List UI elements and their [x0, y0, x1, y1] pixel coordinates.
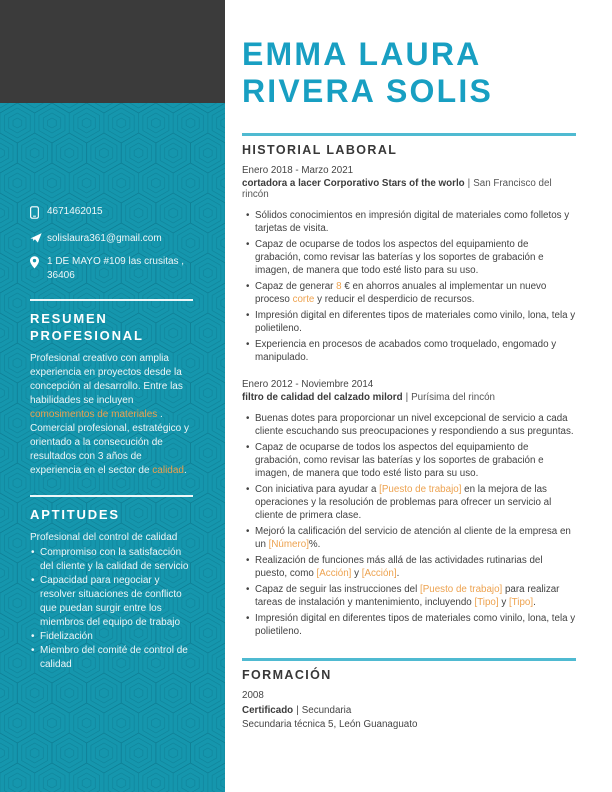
job-bullet — [255, 338, 576, 364]
job-bullets — [242, 412, 576, 638]
highlighted-text: [Tipo] — [508, 597, 534, 609]
text-segment: Impresión digital en diferentes tipos de materiales como vinilo, lona, tela y polietileno. — [255, 613, 576, 638]
education-year: 2008 — [242, 690, 264, 702]
resumen-title: RESUMEN PROFESIONAL — [30, 311, 144, 343]
education-entry — [242, 689, 576, 732]
highlighted-text: corte — [292, 294, 315, 306]
text-segment: Experiencia en procesos de acabados como troquelado, engomado y manipulado. — [255, 339, 557, 364]
contact-value: 1 DE MAYO #109 las crusitas , 36406 — [47, 256, 185, 281]
job-role: cortadora a lacer Corporativo Stars of the worlo — [242, 178, 465, 189]
contact-value: 4671462015 — [47, 206, 103, 217]
sidebar — [0, 0, 225, 792]
candidate-name — [242, 36, 576, 110]
text-segment: y — [498, 597, 509, 609]
job-entry — [242, 165, 576, 364]
highlighted-text: 8 — [336, 281, 342, 293]
sidebar-content — [30, 205, 195, 672]
text-segment: Capaz de ocuparse de todos los aspectos del equipamiento de grabación, como revisar las baterías y los soportes de grabación e imagen, de manera que todo esté listo para su uso. — [255, 442, 544, 480]
text-segment: Profesional creativo con amplia experiencia en proyectos desde la concepción al desarrollo. Entre las habilidades se incluyen — [30, 352, 183, 406]
job-bullet — [255, 525, 576, 551]
job-role: filtro de calidad del calzado milord — [242, 392, 403, 404]
job-bullet — [255, 583, 576, 609]
job-dates: Enero 2018 - Marzo 2021 — [242, 165, 354, 176]
education-separator: | — [296, 704, 299, 716]
text-segment: Realización de funciones más allá de las actividades rutinarias del puesto, como — [255, 555, 543, 580]
text-segment: Buenas dotes para proporcionar un nivel excepcional de servicio a cada cliente escuchando sus preocupaciones y respondiendo a sus preguntas. — [255, 413, 574, 438]
aptitudes-list — [30, 546, 195, 672]
job-separator: | — [405, 392, 409, 404]
historial-title: HISTORIAL LABORAL — [242, 143, 398, 157]
education-degree: Certificado — [242, 704, 294, 716]
job-bullet — [255, 612, 576, 638]
highlighted-text: [Número] — [268, 539, 309, 551]
aptitudes-title: APTITUDES — [30, 506, 120, 522]
highlighted-text: [Puesto de trabajo] — [379, 484, 462, 496]
aptitude-item: • Capacidad para negociar y resolver situaciones de conflicto que puedan surgir entre los miembros del equipo de trabajo — [30, 574, 195, 630]
historial-section — [242, 133, 576, 638]
job-bullet — [255, 483, 576, 522]
section-divider — [30, 299, 193, 301]
highlighted-text: comosimentos de materiales — [30, 408, 158, 420]
text-segment: € en ahorros anuales al implementar un nuevo proceso — [255, 281, 547, 306]
job-bullet — [255, 412, 576, 438]
text-segment: Impresión digital en diferentes tipos de materiales como vinilo, lona, tela y polietileno. — [255, 310, 576, 335]
text-segment: en la mejora de las operaciones y la resolución de problemas para ofrecer un servicio al cliente de primera clase. — [255, 484, 552, 522]
aptitude-item: • Miembro del comité de control de calidad — [30, 644, 195, 672]
text-segment: . — [533, 597, 536, 609]
job-separator: | — [467, 178, 471, 189]
text-segment: Capaz de generar — [255, 281, 337, 293]
job-entry — [242, 379, 576, 638]
candidate-name-line2: RIVERA SOLIS — [242, 73, 494, 109]
highlighted-text: [Tipo] — [474, 597, 499, 609]
contact-item — [30, 232, 195, 248]
job-location: San Francisco del rincón — [242, 178, 552, 200]
job-bullets — [242, 209, 576, 364]
job-bullet — [255, 441, 576, 480]
text-segment: Sólidos conocimientos en impresión digital de materiales como folletos y tarjetas de visita. — [255, 210, 570, 235]
contact-item — [30, 255, 195, 282]
highlighted-text: [Acción] — [316, 568, 352, 580]
highlighted-text: [Acción] — [361, 568, 397, 580]
jobs-container — [242, 165, 576, 638]
text-segment: %. — [308, 539, 321, 551]
contact-list — [30, 205, 195, 282]
education-school: Secundaria técnica 5, León Guanaguato — [242, 718, 418, 730]
send-icon — [30, 232, 47, 248]
text-segment: Capaz de ocuparse de todos los aspectos del equipamiento de grabación, como revisar las baterías y los soportes de grabación e imagen, de manera que todo esté listo para su uso. — [255, 239, 544, 277]
formacion-section — [242, 658, 576, 732]
resumen-text — [30, 352, 195, 478]
text-segment: . Comercial profesional, estratégico y orientado a la consecución de resultados con 3 años de experiencia en el sector de — [30, 408, 189, 476]
job-dates: Enero 2012 - Noviembre 2014 — [242, 379, 374, 391]
aptitude-item: • Fidelización — [30, 630, 195, 644]
main-content — [242, 0, 576, 732]
job-role-line — [242, 392, 576, 403]
location-pin-icon — [30, 255, 47, 274]
candidate-name-line1: EMMA LAURA — [242, 36, 482, 72]
section-rule — [242, 133, 576, 136]
phone-icon — [30, 205, 47, 224]
section-rule — [242, 658, 576, 661]
text-segment: Con iniciativa para ayudar a — [255, 484, 380, 496]
text-segment: y reducir el desperdicio de recursos. — [314, 294, 475, 306]
education-field: Secundaria — [301, 704, 352, 716]
text-segment: Capaz de seguir las instrucciones del — [255, 584, 421, 596]
text-segment: . — [184, 464, 187, 476]
highlighted-text: calidad — [152, 464, 184, 476]
job-bullet — [255, 554, 576, 580]
job-location: Purísima del rincón — [411, 392, 495, 404]
text-segment: para realizar tareas de instalación y mantenimiento, incluyendo — [255, 584, 560, 609]
text-segment: . — [396, 568, 400, 580]
job-bullet — [255, 209, 576, 235]
job-bullet — [255, 309, 576, 335]
job-bullet — [255, 280, 576, 306]
highlighted-text: [Puesto de trabajo] — [420, 584, 503, 596]
section-divider — [30, 495, 193, 497]
contact-item — [30, 205, 195, 224]
aptitudes-intro: Profesional del control de calidad — [30, 531, 178, 543]
text-segment: Mejoró la calificación del servicio de atención al cliente de la empresa en un — [255, 526, 571, 551]
text-segment: y — [351, 568, 362, 580]
sidebar-top-block — [0, 0, 225, 103]
job-bullet — [255, 238, 576, 277]
formacion-title: FORMACIÓN — [242, 668, 332, 683]
aptitude-item: • Compromiso con la satisfacción del cliente y la calidad de servicio — [30, 546, 195, 574]
education-degree-line — [242, 704, 576, 718]
contact-value: solislaura361@gmail.com — [47, 232, 162, 244]
job-role-line — [242, 178, 576, 200]
